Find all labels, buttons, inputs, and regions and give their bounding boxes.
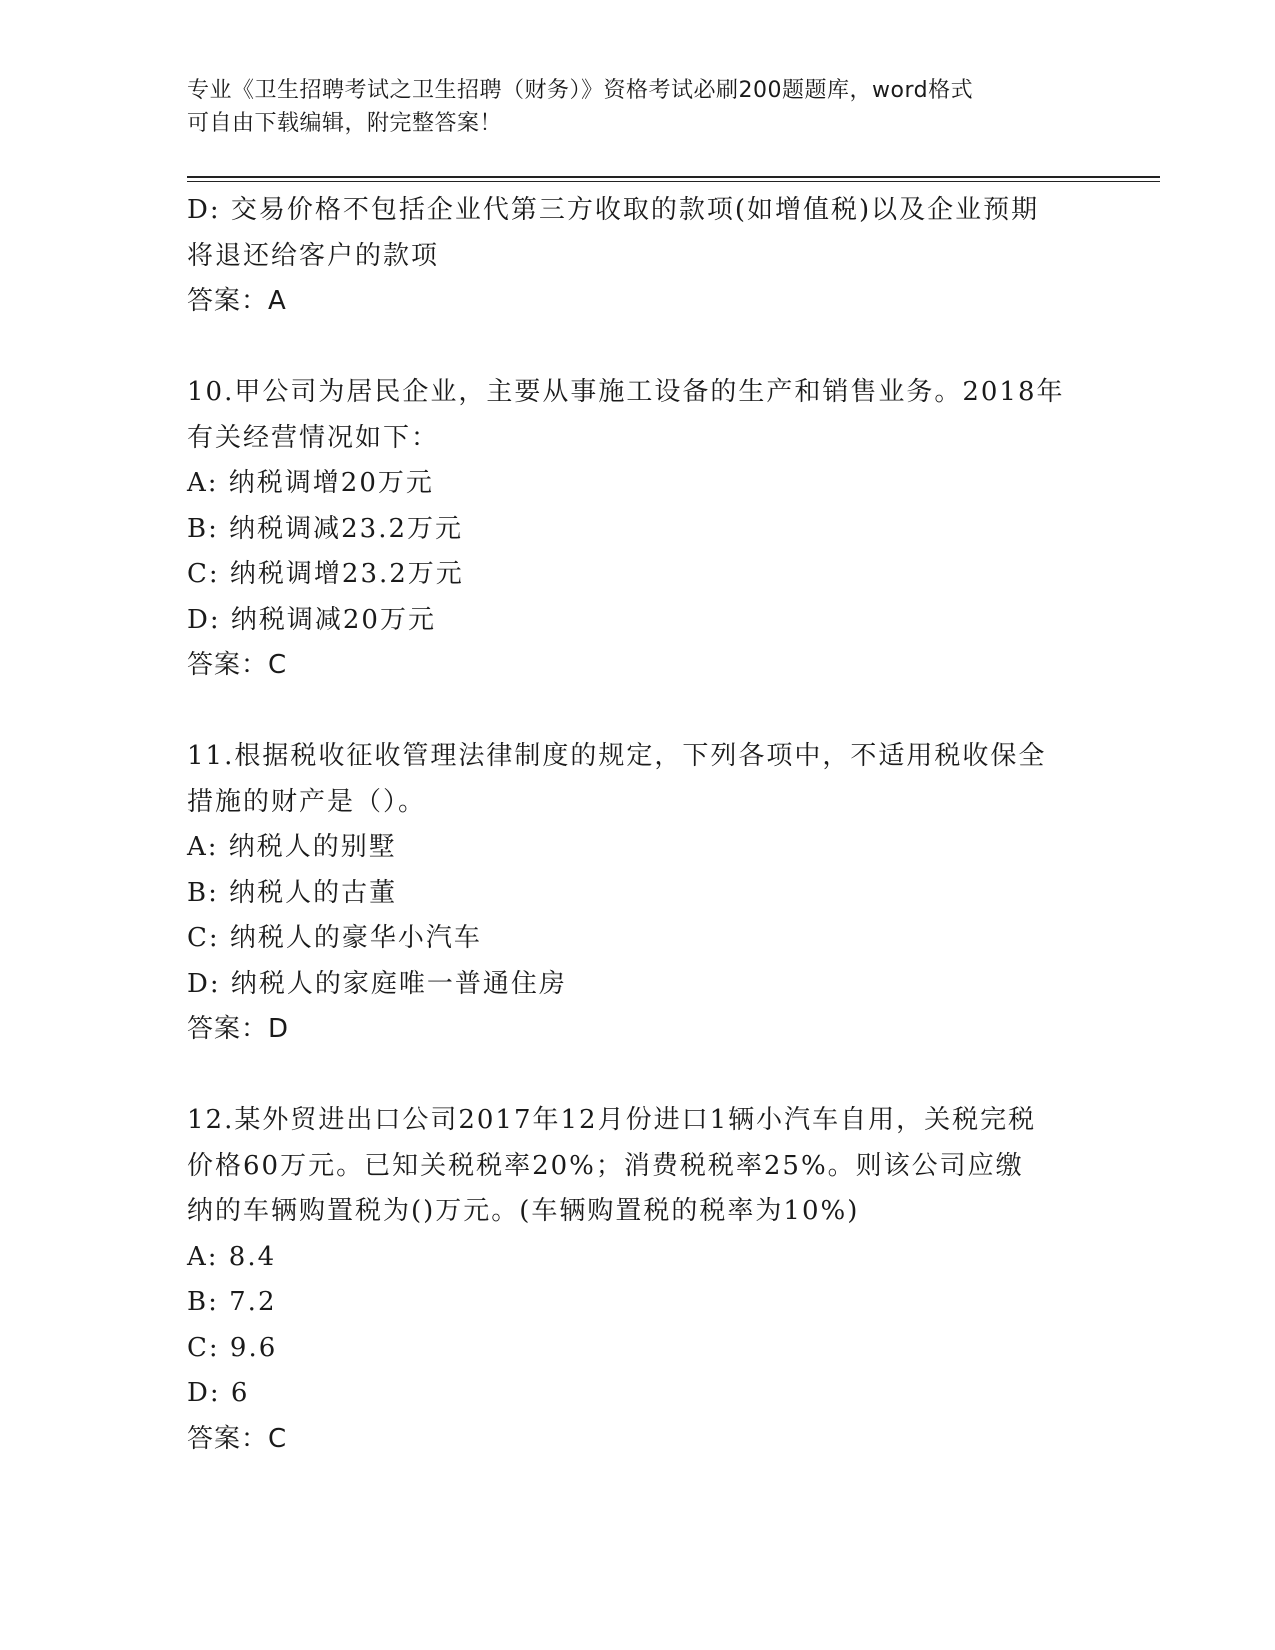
answer: 答案：C <box>187 1423 288 1454</box>
answer: 答案：D <box>187 1014 290 1044</box>
document-header <box>187 74 1067 140</box>
option-a: A: 8.4 <box>187 1241 277 1272</box>
header-title-line-1: 专业《卫生招聘考试之卫生招聘（财务）》资格考试必刷200题题库，word格式 <box>187 78 974 103</box>
option-a: A: 纳税人的别墅 <box>187 832 397 862</box>
answer: 答案：A <box>187 286 287 316</box>
question-stem: 10.甲公司为居民企业，主要从事施工设备的生产和销售业务。2018年 <box>187 377 1065 407</box>
spacer <box>187 1053 1087 1099</box>
question-9-tail <box>187 188 1087 325</box>
question-11 <box>187 734 1087 1053</box>
answer: 答案：C <box>187 650 288 680</box>
option-d-continued: 将退还给客户的款项 <box>187 240 440 271</box>
option-d: D: 纳税调减20万元 <box>187 604 436 635</box>
option-c: C: 9.6 <box>187 1332 278 1363</box>
question-10 <box>187 370 1087 689</box>
question-stem-continued: 有关经营情况如下： <box>187 422 440 453</box>
option-d: D: 6 <box>187 1378 250 1408</box>
question-stem-continued: 价格60万元。已知关税税率20%；消费税税率25%。则该公司应缴 <box>187 1150 1024 1181</box>
question-stem-continued: 措施的财产是（）。 <box>187 786 427 817</box>
option-b: B: 纳税人的古董 <box>187 877 398 908</box>
option-c: C: 纳税调增23.2万元 <box>187 559 464 589</box>
header-rule-thin <box>187 181 1160 182</box>
header-rule-thick <box>187 176 1160 178</box>
spacer <box>187 325 1087 371</box>
option-a: A: 纳税调增20万元 <box>187 468 434 498</box>
question-stem: 11.根据税收征收管理法律制度的规定，下列各项中，不适用税收保全 <box>187 741 1047 771</box>
question-content <box>187 188 1087 1462</box>
option-c: C: 纳税人的豪华小汽车 <box>187 923 482 953</box>
question-stem-continued: 纳的车辆购置税为()万元。(车辆购置税的税率为10%) <box>187 1196 860 1226</box>
option-b: B: 纳税调减23.2万元 <box>187 513 464 544</box>
question-stem: 12.某外贸进出口公司2017年12月份进口1辆小汽车自用，关税完税 <box>187 1105 1037 1135</box>
header-title-line-2: 可自由下载编辑，附完整答案！ <box>187 111 503 136</box>
question-12 <box>187 1098 1087 1462</box>
option-b: B: 7.2 <box>187 1287 277 1317</box>
option-d: D: 交易价格不包括企业代第三方收取的款项(如增值税)以及企业预期 <box>187 195 1040 225</box>
option-d: D: 纳税人的家庭唯一普通住房 <box>187 968 567 999</box>
spacer <box>187 689 1087 735</box>
